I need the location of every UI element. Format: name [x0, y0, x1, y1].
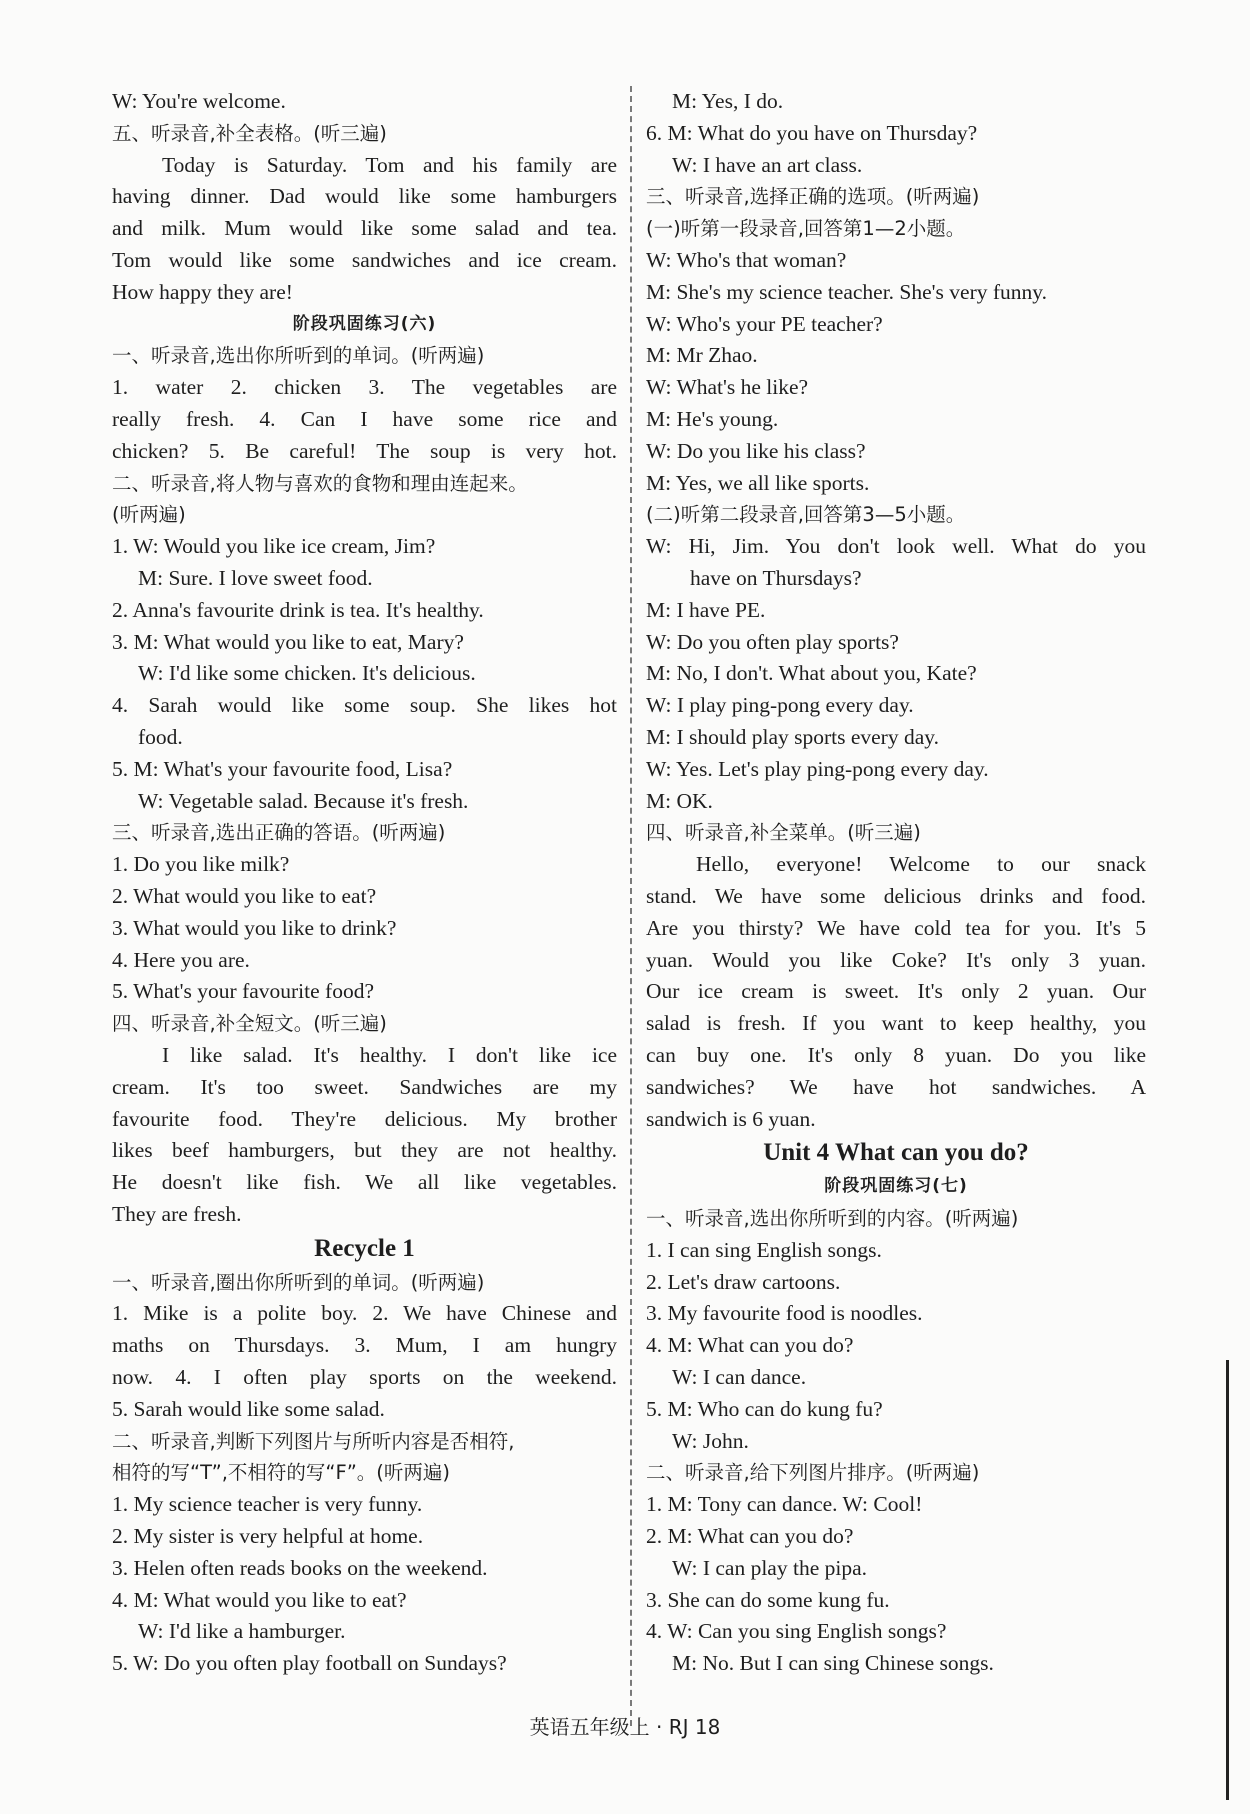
right-text-line: 4. W: Can you sing English songs?	[646, 1619, 947, 1644]
right-text-line: M: I have PE.	[646, 597, 766, 622]
left-text-line: 一、听录音,选出你所听到的单词。(听两遍)	[112, 344, 485, 368]
left-text-line: 5. W: Do you often play football on Sundays?	[112, 1651, 507, 1676]
right-text-line: yuan. Would you like Coke? It's only 3 yuan.	[646, 947, 1146, 972]
right-text-line: sandwich is 6 yuan.	[646, 1106, 816, 1131]
left-text-line: 5. What's your favourite food?	[112, 979, 374, 1004]
right-text-line: M: Mr Zhao.	[646, 343, 758, 368]
right-text-line: W: I play ping-pong every day.	[646, 693, 914, 718]
left-text-line: 阶段巩固练习(六)	[292, 313, 437, 334]
left-text-line: and milk. Mum would like some salad and tea.	[112, 216, 617, 241]
right-text-line: can buy one. It's only 8 yuan. Do you like	[646, 1042, 1146, 1067]
left-text-line: 3. Helen often reads books on the weekend.	[112, 1555, 488, 1580]
left-text-line: 一、听录音,圈出你所听到的单词。(听两遍)	[112, 1270, 485, 1294]
left-text-line: W: I'd like a hamburger.	[138, 1619, 346, 1644]
right-text-line: Unit 4 What can you do?	[763, 1139, 1029, 1167]
left-text-line: 1. W: Would you like ice cream, Jim?	[112, 534, 436, 559]
right-text-line: M: OK.	[646, 788, 713, 813]
left-text-line: 2. What would you like to eat?	[112, 883, 377, 908]
left-text-line: 5. Sarah would like some salad.	[112, 1396, 385, 1421]
left-text-line: food.	[138, 724, 183, 749]
left-text-line: 1. Do you like milk?	[112, 852, 290, 877]
left-text-line: W: You're welcome.	[112, 89, 286, 113]
right-text-line: 三、听录音,选择正确的选项。(听两遍)	[646, 185, 980, 209]
right-text-line: (一)听第一段录音,回答第1—2小题。	[646, 217, 966, 241]
left-text-line: W: Vegetable salad. Because it's fresh.	[138, 788, 469, 813]
left-text-line: maths on Thursdays. 3. Mum, I am hungry	[112, 1333, 617, 1358]
column-divider	[630, 86, 632, 1726]
right-text-line: W: John.	[672, 1428, 749, 1453]
right-text-line: W: I can play the pipa.	[672, 1555, 868, 1580]
right-text-line: M: Yes, we all like sports.	[646, 470, 870, 495]
left-text-line: 1. Mike is a polite boy. 2. We have Chinese and	[112, 1301, 617, 1326]
left-text-line: Recycle 1	[314, 1234, 415, 1262]
right-text-line: W: Who's your PE teacher?	[646, 311, 883, 336]
right-text-line: salad is fresh. If you want to keep healthy, you	[646, 1011, 1146, 1036]
left-text-line: 2. My sister is very helpful at home.	[112, 1524, 424, 1549]
left-text-line: How happy they are!	[112, 279, 293, 304]
left-text-line: 5. M: What's your favourite food, Lisa?	[112, 756, 453, 781]
right-text-line: 3. She can do some kung fu.	[646, 1587, 890, 1612]
right-text-line: W: I can dance.	[672, 1365, 807, 1390]
right-text-line: M: Yes, I do.	[672, 89, 784, 113]
left-text-line: W: I'd like some chicken. It's delicious.	[138, 661, 476, 686]
left-text-line: 五、听录音,补全表格。(听三遍)	[112, 121, 387, 145]
left-text-line: now. 4. I often play sports on the weekend.	[112, 1365, 617, 1390]
left-text-line: likes beef hamburgers, but they are not healthy.	[112, 1138, 617, 1163]
right-text-line: have on Thursdays?	[690, 565, 862, 590]
left-text-line: 相符的写“T”,不相符的写“F”。(听两遍)	[112, 1461, 451, 1485]
left-text-line: having dinner. Dad would like some hamburgers	[112, 184, 617, 209]
left-text-line: 3. M: What would you like to eat, Mary?	[112, 629, 464, 654]
right-text-line: Our ice cream is sweet. It's only 2 yuan. Our	[646, 979, 1146, 1004]
right-column	[646, 86, 1146, 1680]
page-edge-bar	[1226, 1360, 1229, 1800]
left-text-line: 二、听录音,将人物与喜欢的食物和理由连起来。	[112, 471, 528, 495]
right-text-line: W: Hi, Jim. You don't look well. What do you	[646, 534, 1146, 559]
right-text-line: 5. M: Who can do kung fu?	[646, 1396, 883, 1421]
right-text-line: 阶段巩固练习(七)	[824, 1176, 968, 1197]
right-text-line: 1. I can sing English songs.	[646, 1237, 882, 1262]
right-text-line: 6. M: What do you have on Thursday?	[646, 120, 978, 145]
left-text-line: really fresh. 4. Can I have some rice and	[112, 406, 617, 431]
right-text-line: 四、听录音,补全菜单。(听三遍)	[646, 821, 921, 845]
right-text-line: stand. We have some delicious drinks and food.	[646, 883, 1146, 908]
right-text-line: 2. Let's draw cartoons.	[646, 1269, 841, 1294]
left-text-line: He doesn't like fish. We all like vegetables.	[112, 1170, 617, 1195]
left-text-line: M: Sure. I love sweet food.	[138, 565, 373, 590]
left-column	[112, 86, 617, 1680]
right-text-line: W: Do you often play sports?	[646, 629, 899, 654]
left-text-line: 1. water 2. chicken 3. The vegetables are	[112, 375, 617, 400]
right-text-line: M: He's young.	[646, 406, 779, 431]
left-text-line: They are fresh.	[112, 1201, 242, 1226]
right-text-line: W: Do you like his class?	[646, 438, 866, 463]
right-text-line: 一、听录音,选出你所听到的内容。(听两遍)	[646, 1207, 1019, 1231]
right-text-line: W: Yes. Let's play ping-pong every day.	[646, 756, 989, 781]
right-text-line: M: No. But I can sing Chinese songs.	[672, 1651, 994, 1676]
left-text-line: (听两遍)	[112, 503, 186, 527]
left-text-line: 1. My science teacher is very funny.	[112, 1492, 423, 1517]
left-text-line: 4. Sarah would like some soup. She likes hot	[112, 693, 617, 718]
left-text-line: 四、听录音,补全短文。(听三遍)	[112, 1012, 387, 1036]
left-text-line: 4. M: What would you like to eat?	[112, 1587, 407, 1612]
left-text-line: 二、听录音,判断下列图片与所听内容是否相符,	[112, 1429, 515, 1453]
left-text-line: 2. Anna's favourite drink is tea. It's healthy.	[112, 597, 484, 622]
right-text-line: sandwiches? We have hot sandwiches. A	[646, 1074, 1146, 1099]
right-text-line: W: Who's that woman?	[646, 247, 847, 272]
left-text-line: favourite food. They're delicious. My brother	[112, 1106, 617, 1131]
left-text-line: I like salad. It's healthy. I don't like ice	[162, 1042, 617, 1067]
right-text-line: W: What's he like?	[646, 375, 809, 400]
page-footer: 英语五年级上 · RJ 18	[529, 1715, 721, 1739]
left-text-line: Today is Saturday. Tom and his family are	[162, 152, 617, 177]
left-text-line: 三、听录音,选出正确的答语。(听两遍)	[112, 821, 446, 845]
right-text-line: Are you thirsty? We have cold tea for you. It's 5	[646, 915, 1146, 940]
right-text-line: 3. My favourite food is noodles.	[646, 1301, 923, 1326]
right-text-line: 1. M: Tony can dance. W: Cool!	[646, 1492, 923, 1517]
right-text-line: 4. M: What can you do?	[646, 1333, 854, 1358]
left-text-line: chicken? 5. Be careful! The soup is very hot.	[112, 438, 617, 463]
right-text-line: M: No, I don't. What about you, Kate?	[646, 661, 977, 686]
right-text-line: M: I should play sports every day.	[646, 724, 939, 749]
left-text-line: cream. It's too sweet. Sandwiches are my	[112, 1074, 617, 1099]
left-text-line: 4. Here you are.	[112, 947, 250, 972]
right-text-line: (二)听第二段录音,回答第3—5小题。	[646, 503, 966, 527]
right-text-line: M: She's my science teacher. She's very funny.	[646, 279, 1048, 304]
right-text-line: Hello, everyone! Welcome to our snack	[696, 852, 1146, 877]
right-text-line: 二、听录音,给下列图片排序。(听两遍)	[646, 1461, 980, 1485]
right-text-line: W: I have an art class.	[672, 152, 863, 177]
left-text-line: 3. What would you like to drink?	[112, 915, 397, 940]
left-text-line: Tom would like some sandwiches and ice cream.	[112, 247, 617, 272]
right-text-line: 2. M: What can you do?	[646, 1524, 854, 1549]
